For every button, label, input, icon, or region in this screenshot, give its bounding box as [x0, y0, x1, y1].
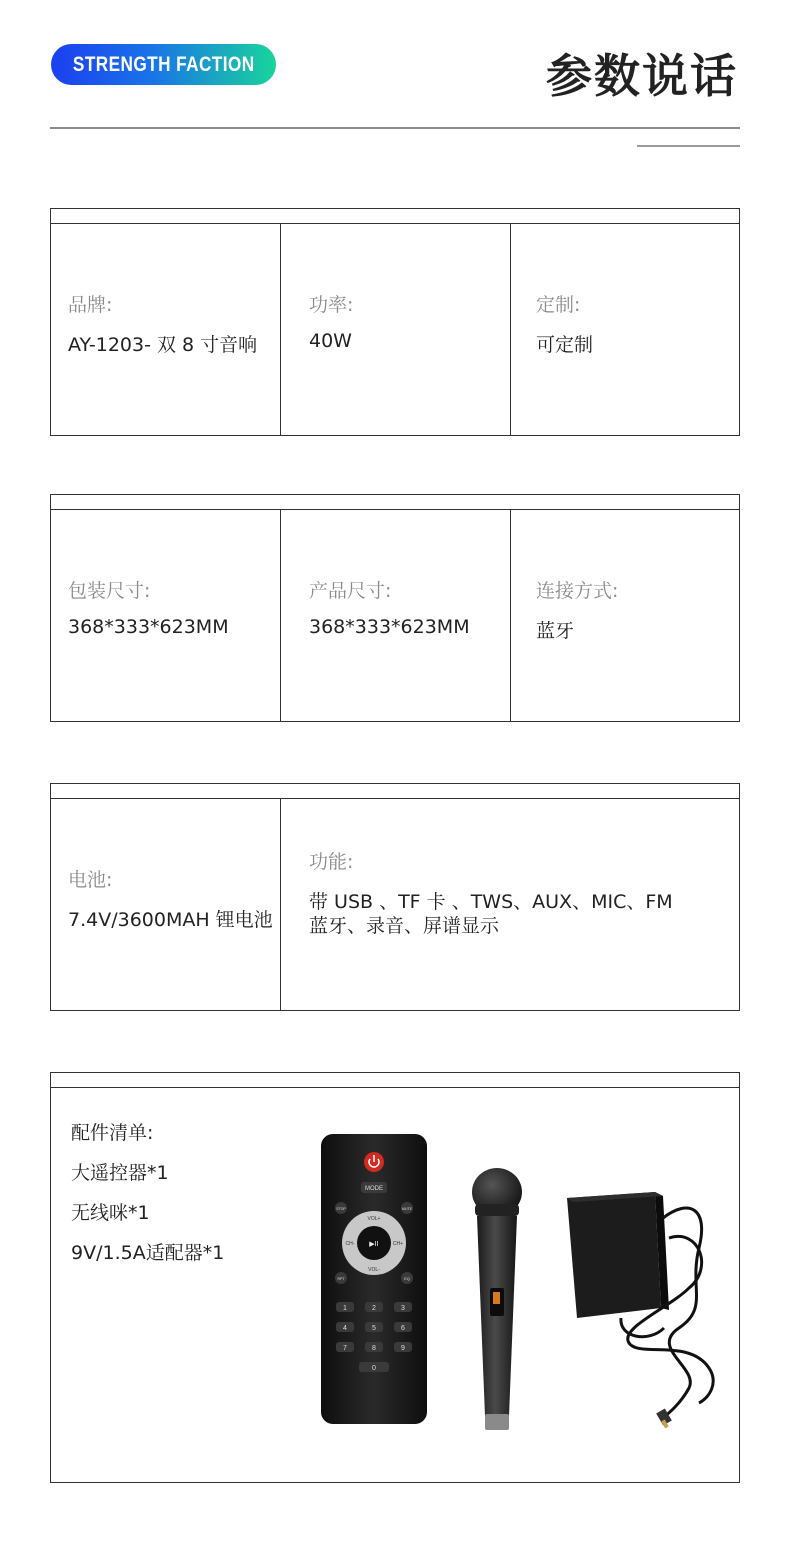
adapter-body	[567, 1192, 661, 1318]
accessories-title: 配件清单:	[71, 1122, 154, 1144]
accessory-item: 无线咪*1	[71, 1202, 150, 1224]
brand-badge	[51, 44, 276, 85]
play-pause-key-label: ▶II	[369, 1240, 379, 1248]
power-label: 功率:	[309, 294, 354, 316]
spec-cell-custom	[511, 224, 739, 435]
function-label: 功能:	[309, 851, 354, 873]
ch-up-key-label: CH+	[392, 1241, 404, 1247]
ch-down-key-label: CH-	[345, 1241, 355, 1247]
spec-cell-power	[281, 224, 511, 435]
power-adapter-image	[559, 1178, 719, 1428]
function-value-line2: 蓝牙、录音、屏谱显示	[309, 915, 500, 937]
spec-table-3	[50, 783, 740, 1011]
accessory-item: 9V/1.5A适配器*1	[71, 1242, 225, 1264]
brand-label: 品牌:	[68, 294, 113, 316]
remote-control-image	[319, 1132, 429, 1428]
spec-cell-product-size	[281, 510, 511, 721]
repeat-key-label: RPT	[337, 1277, 345, 1281]
keypad-key-label: 1	[343, 1305, 347, 1312]
keypad-key-label: 8	[372, 1345, 376, 1352]
table-header-strip	[51, 495, 739, 510]
accessories-table	[50, 1072, 740, 1483]
table-header-strip	[51, 1073, 739, 1088]
keypad-key-label: 5	[372, 1325, 376, 1332]
spec-cell-function	[281, 799, 739, 1010]
keypad-key-label: 4	[343, 1325, 347, 1332]
header-divider	[50, 127, 740, 129]
header-accent-line	[637, 145, 740, 147]
vol-up-key-label: VOL+	[367, 1216, 381, 1222]
package-size-label: 包装尺寸:	[68, 580, 151, 602]
wireless-microphone-image	[469, 1166, 525, 1436]
custom-label: 定制:	[536, 294, 581, 316]
power-value: 40W	[309, 330, 352, 352]
accessories-cell	[51, 1088, 739, 1482]
accessory-item: 大遥控器*1	[71, 1162, 169, 1184]
eq-key-label: EQ	[404, 1276, 410, 1281]
keypad-key-label: 0	[372, 1365, 376, 1372]
function-value-line1: 带 USB 、TF 卡 、TWS、AUX、MIC、FM	[309, 891, 673, 913]
table-header-strip	[51, 209, 739, 224]
spec-cell-connection	[511, 510, 739, 721]
table-header-strip	[51, 784, 739, 799]
mic-cap	[485, 1414, 509, 1430]
keypad-key-label: 2	[372, 1305, 376, 1312]
page-title: 参数说话	[546, 49, 738, 103]
accessories-list	[71, 1120, 224, 1280]
connection-label: 连接方式:	[536, 580, 619, 602]
brand-value: AY-1203- 双 8 寸音响	[68, 334, 258, 356]
adapter-cable	[663, 1208, 702, 1418]
spec-cell-package-size	[51, 510, 281, 721]
brand-text: STRENGTH FACTION	[72, 52, 255, 76]
keypad-key-label: 3	[401, 1305, 405, 1312]
spec-table-1	[50, 208, 740, 436]
spec-table-2	[50, 494, 740, 722]
keypad-key-label: 9	[401, 1345, 405, 1352]
battery-value: 7.4V/3600MAH 锂电池	[68, 909, 273, 931]
package-size-value: 368*333*623MM	[68, 616, 229, 638]
product-size-label: 产品尺寸:	[309, 580, 392, 602]
spec-cell-battery	[51, 799, 281, 1010]
mode-key-label: MODE	[365, 1186, 383, 1192]
keypad-key-label: 6	[401, 1325, 405, 1332]
product-size-value: 368*333*623MM	[309, 616, 470, 638]
mute-key-label: MUTE	[402, 1207, 412, 1211]
connection-value: 蓝牙	[536, 620, 575, 642]
vol-down-key-label: VOL-	[368, 1267, 380, 1273]
battery-label: 电池:	[68, 869, 113, 891]
custom-value: 可定制	[536, 334, 594, 356]
stop-key-label: STOP	[336, 1207, 346, 1211]
keypad-key-label: 7	[343, 1345, 347, 1352]
spec-cell-brand	[51, 224, 281, 435]
